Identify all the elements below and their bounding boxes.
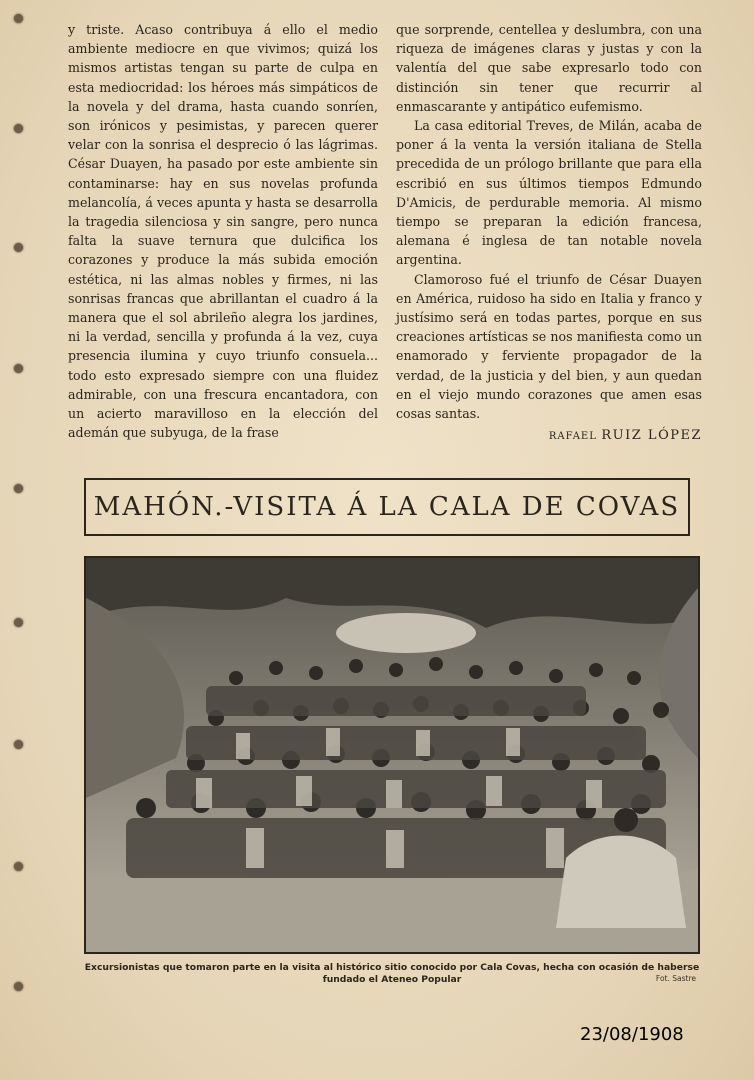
binding-hole: [14, 14, 23, 23]
signature-last-name: RUIZ LÓPEZ: [601, 428, 702, 444]
binding-hole: [14, 862, 23, 871]
group-photograph: [84, 556, 700, 954]
article-right-column: [396, 20, 702, 446]
binding-hole: [14, 364, 23, 373]
article-paragraph: que sorprende, centellea y deslumbra, con una riqueza de imágenes claras y justas y con la valentía del que sabe expresarlo todo con distinción sin tener que recurrir al enmascarante y antipático eufemismo.: [396, 22, 702, 114]
binding-hole: [14, 982, 23, 991]
binding-hole: [14, 740, 23, 749]
photo-credit: Fot. Sastre: [655, 974, 696, 983]
photo-caption: Excursionistas que tomaron parte en la visita al histórico sitio conocido por Cala Covas, hecha con ocasión de haberse fundado el Ateneo Popular: [84, 962, 700, 985]
photo-illustration: [86, 558, 698, 952]
section-heading: MAHÓN.-VISITA Á LA CALA DE COVAS: [93, 492, 681, 522]
binding-hole: [14, 124, 23, 133]
article-paragraph: Clamoroso fué el triunfo de César Duayen en América, ruidoso ha sido en Italia y franco y justísimo será en todas partes, porque en sus creaciones artísticas se nos manifiesta como un enamorado y ferviente propagador de la verdad, de la justicia y del bien, y aun quedan en el viejo mundo corazones que amen esas cosas santas.: [396, 271, 702, 422]
article-left-column: [68, 20, 378, 442]
binding-hole: [14, 484, 23, 493]
binding-hole: [14, 618, 23, 627]
signature-first-name: RAFAEL: [548, 431, 597, 443]
date-stamp: 23/08/1908: [580, 1024, 684, 1045]
article-paragraph: La casa editorial Treves, de Milán, acaba de poner á la venta la versión italiana de Stella precedida de un prólogo brillante que para ella escribió en sus últimos tiempos Edmundo D'Amicis, de perdurable memoria. Al mismo tiempo se preparan la edición francesa, alemana é inglesa de tan notable novela argentina.: [396, 118, 702, 268]
author-signature: [396, 425, 702, 446]
article-paragraph: y triste. Acaso contribuya á ello el medio ambiente mediocre en que vivimos; quizá los mismos artistas tengan su parte de culpa en esta mediocridad: los héroes más simpáticos de la novela y del drama, hasta cuando sonríen, son irónicos y pesimistas, y parecen querer velar con la sonrisa el desprecio ó las lágrimas. César Duayen, ha pasado por este ambiente sin contaminarse: hay en sus novelas profunda melancolía, á veces apunta y hasta se desarrolla la tragedia silenciosa y sin sangre, pero nunca falta la suave ternura que dulcifica los corazones y produce la más subida emoción estética, ni las almas nobles y firmes, ni las sonrisas francas que abrillantan el cuadro á la manera que el sol abrileño alegra los jardines, ni la verdad, sencilla y profunda á la vez, cuya presencia ilumina y cuyo triunfo consuela... todo esto expresado siempre con una fluidez admirable, con una frescura encantadora, con un acierto maravilloso en la elección del ademán que subyuga, de la frase: [68, 22, 378, 441]
binding-hole: [14, 243, 23, 252]
section-heading-box: [84, 478, 690, 536]
